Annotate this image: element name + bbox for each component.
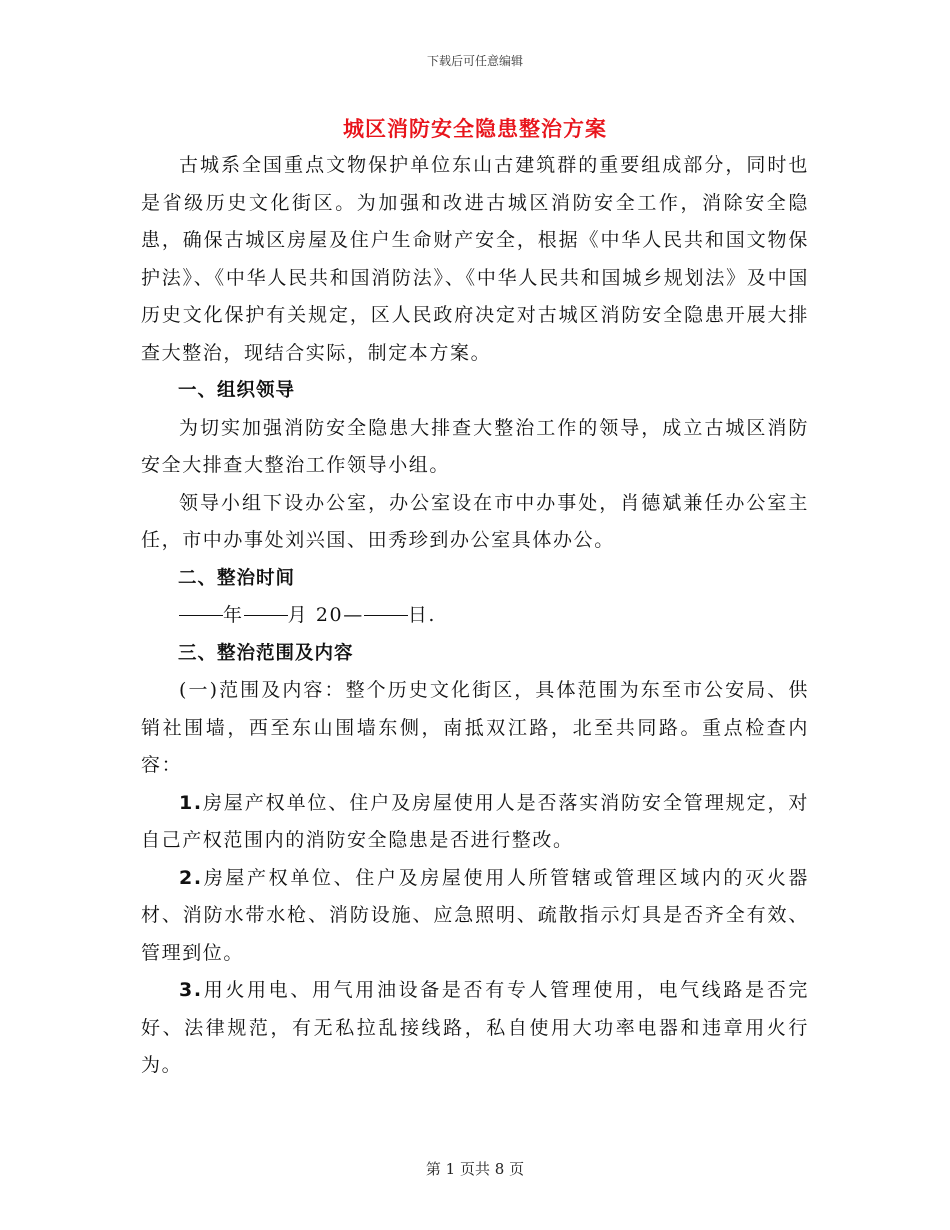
section-heading-time: 二、整治时间: [178, 567, 296, 589]
section-heading-scope: 三、整治范围及内容: [178, 642, 354, 664]
list-item: [141, 860, 809, 973]
item-text: 用火用电、用气用油设备是否有专人管理使用，电气线路是否完好、法律规范，有无私拉乱接线路，私自使用大功率电器和违章用火行为。: [141, 979, 809, 1076]
scope-paragraph: (一)范围及内容：整个历史文化街区，具体范围为东至市公安局、供销社围墙，西至东山围墙东侧，南抵双江路，北至共同路。重点检查内容：: [141, 679, 809, 776]
item-number: 1.: [179, 791, 203, 814]
organization-paragraph-1: 为切实加强消防安全隐患大排查大整治工作的领导，成立古城区消防安全大排查大整治工作领导小组。: [141, 416, 809, 476]
blank-line: [244, 614, 288, 616]
time-year: 年: [223, 604, 244, 626]
item-number: 2.: [179, 866, 203, 889]
organization-paragraph-2: 领导小组下设办公室，办公室设在市中办事处，肖德斌兼任办公室主任，市中办事处刘兴国、田秀珍到办公室具体办公。: [141, 491, 809, 551]
intro-paragraph: 古城系全国重点文物保护单位东山古建筑群的重要组成部分，同时也是省级历史文化街区。为加强和改进古城区消防安全工作，消除安全隐患，确保古城区房屋及住户生命财产安全，根据《中华人民共和国文物保护法》、《中华人民共和国消防法》、《中华人民共和国城乡规划法》及中国历史文化保护有关规定，区人民政府决定对古城区消防安全隐患开展大排查大整治，现结合实际，制定本方案。: [141, 154, 809, 364]
time-month: 月 20—: [287, 604, 364, 626]
item-text: 房屋产权单位、住户及房屋使用人所管辖或管理区域内的灭火器材、消防水带水枪、消防设施、应急照明、疏散指示灯具是否齐全有效、管理到位。: [141, 866, 809, 964]
page-footer: 第 1 页共 8 页: [425, 1160, 525, 1178]
time-paragraph: [141, 597, 809, 635]
page-header: 下载后可任意编辑: [426, 54, 523, 68]
item-text: 房屋产权单位、住户及房屋使用人是否落实消防安全管理规定，对自己产权范围内的消防安全隐患是否进行整改。: [141, 791, 809, 851]
item-number: 3.: [179, 979, 203, 1001]
time-day: 日.: [407, 604, 437, 626]
blank-line: [364, 614, 408, 616]
list-item: [141, 972, 809, 1085]
blank-line: [179, 614, 223, 616]
document-body: [141, 147, 809, 1085]
section-heading-organization: 一、组织领导: [178, 380, 296, 401]
document-title: 城区消防安全隐患整治方案: [343, 116, 607, 141]
list-item: [141, 785, 809, 860]
